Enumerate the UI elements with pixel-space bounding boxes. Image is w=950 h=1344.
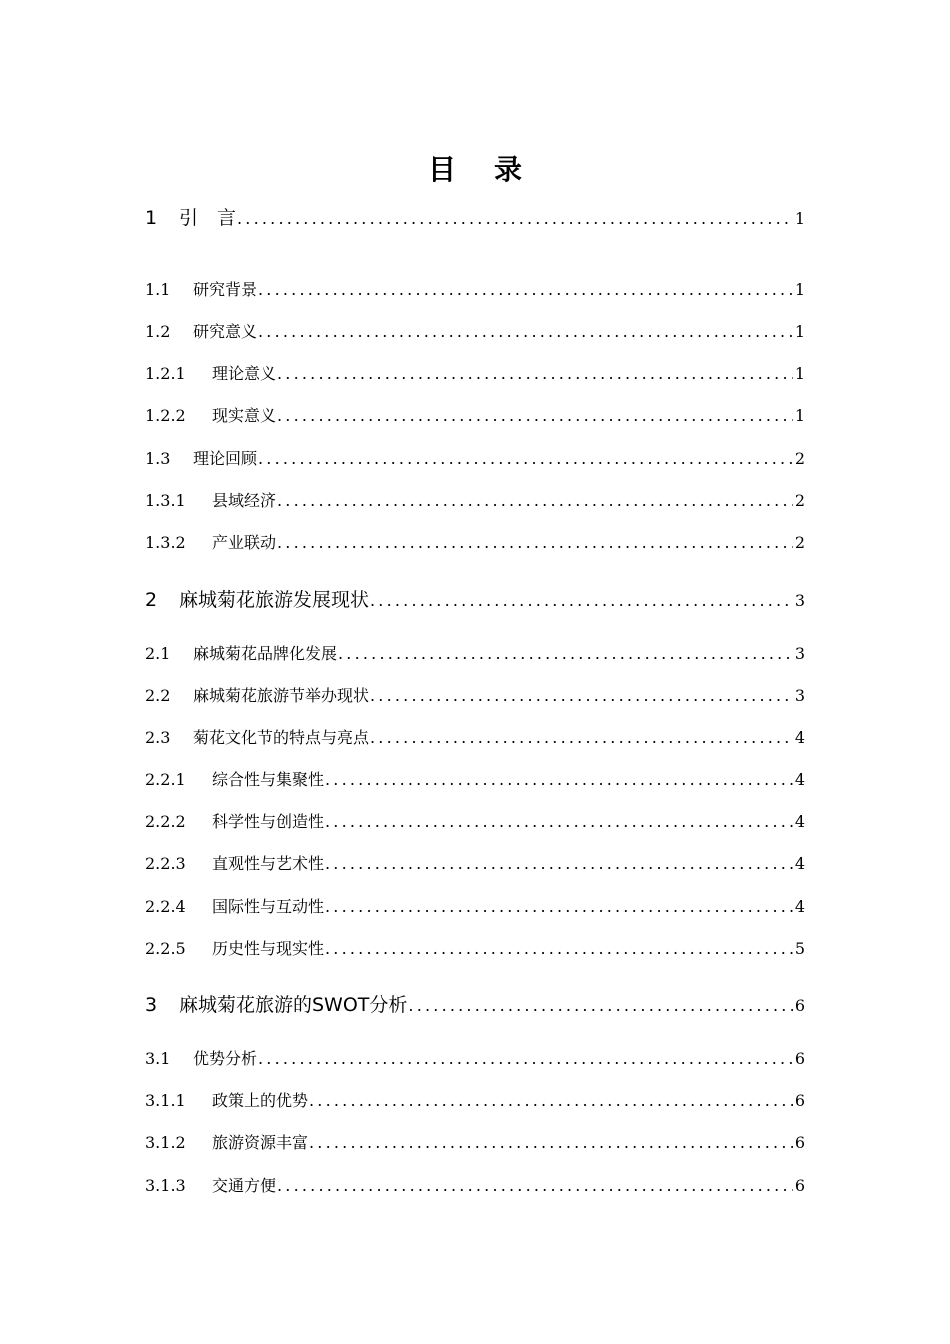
toc-entry-page-number: 3 bbox=[794, 591, 805, 610]
toc-entry-number: 2.2.2 bbox=[145, 812, 186, 831]
toc-entry-title: 理论回顾 bbox=[193, 449, 258, 468]
toc-entry-title: 产业联动 bbox=[212, 533, 277, 552]
toc-entry-page-number: 2 bbox=[794, 449, 805, 468]
toc-entry-page-number: 4 bbox=[794, 728, 805, 747]
toc-entry-number: 3.1 bbox=[145, 1049, 171, 1068]
toc-dot-leader bbox=[309, 1132, 793, 1154]
toc-entry-title: 优势分析 bbox=[193, 1049, 258, 1068]
toc-entry[interactable] bbox=[145, 206, 805, 231]
toc-dot-leader bbox=[258, 321, 793, 343]
toc-entry[interactable] bbox=[145, 727, 805, 749]
toc-entry[interactable] bbox=[145, 448, 805, 470]
toc-dot-leader bbox=[277, 1175, 793, 1197]
toc-entry[interactable] bbox=[145, 1048, 805, 1070]
toc-entry-page-number: 6 bbox=[794, 996, 805, 1015]
toc-dot-leader bbox=[325, 811, 793, 833]
toc-entry-page-number: 2 bbox=[794, 533, 805, 552]
toc-entry-page-number: 4 bbox=[794, 897, 805, 916]
toc-entry-page-number: 4 bbox=[794, 770, 805, 789]
toc-entry[interactable] bbox=[145, 685, 805, 707]
toc-entry[interactable] bbox=[145, 896, 805, 918]
toc-entry[interactable] bbox=[145, 853, 805, 875]
toc-dot-leader bbox=[258, 1048, 793, 1070]
toc-entry-title: 历史性与现实性 bbox=[212, 939, 325, 958]
toc-entry-title: 麻城菊花旅游发展现状 bbox=[179, 589, 370, 611]
toc-dot-leader bbox=[258, 448, 793, 470]
toc-entry-number: 2.2.4 bbox=[145, 897, 186, 916]
toc-entry-page-number: 2 bbox=[794, 491, 805, 510]
toc-entry-number: 1.2 bbox=[145, 322, 171, 341]
toc-entry-page-number: 6 bbox=[794, 1176, 805, 1195]
toc-entry-number: 2.2.1 bbox=[145, 770, 186, 789]
toc-entry-title: 国际性与互动性 bbox=[212, 897, 325, 916]
toc-entry-title: 麻城菊花旅游的SWOT分析 bbox=[179, 994, 408, 1016]
toc-entry-page-number: 1 bbox=[794, 406, 805, 425]
toc-dot-leader bbox=[370, 589, 793, 613]
toc-entry-number: 2.2.3 bbox=[145, 854, 186, 873]
toc-entry-number: 2.1 bbox=[145, 644, 171, 663]
toc-entry-page-number: 1 bbox=[794, 364, 805, 383]
toc-dot-leader bbox=[325, 938, 793, 960]
toc-entry-page-number: 4 bbox=[794, 812, 805, 831]
toc-entry-page-number: 6 bbox=[794, 1133, 805, 1152]
toc-entry-number: 1.3.1 bbox=[145, 491, 186, 510]
toc-dot-leader bbox=[309, 1090, 793, 1112]
toc-title-char-2: 录 bbox=[494, 153, 523, 186]
toc-entry-page-number: 1 bbox=[794, 209, 805, 228]
toc-dot-leader bbox=[277, 405, 793, 427]
toc-entry[interactable] bbox=[145, 532, 805, 554]
toc-entry[interactable] bbox=[145, 1132, 805, 1154]
toc-dot-leader bbox=[325, 769, 793, 791]
toc-entry-page-number: 3 bbox=[794, 686, 805, 705]
toc-entry-number: 3.1.3 bbox=[145, 1176, 186, 1195]
toc-entry[interactable] bbox=[145, 938, 805, 960]
toc-entry-number: 2 bbox=[145, 589, 158, 611]
toc-entry-number: 3 bbox=[145, 994, 158, 1016]
toc-entry-title: 菊花文化节的特点与亮点 bbox=[193, 728, 370, 747]
toc-entry-title: 研究背景 bbox=[193, 280, 258, 299]
toc-entry[interactable] bbox=[145, 1175, 805, 1197]
toc-entry[interactable] bbox=[145, 588, 805, 613]
toc-entry-title: 交通方便 bbox=[212, 1176, 277, 1195]
toc-entry[interactable] bbox=[145, 993, 805, 1018]
toc-entry-page-number: 3 bbox=[794, 644, 805, 663]
toc-entry-number: 3.1.1 bbox=[145, 1091, 186, 1110]
toc-dot-leader bbox=[325, 896, 793, 918]
toc-entry-number: 3.1.2 bbox=[145, 1133, 186, 1152]
toc-entry[interactable] bbox=[145, 490, 805, 512]
toc-entry-title: 理论意义 bbox=[212, 364, 277, 383]
toc-entry[interactable] bbox=[145, 363, 805, 385]
toc-entry[interactable] bbox=[145, 643, 805, 665]
toc-entry-number: 2.2.5 bbox=[145, 939, 186, 958]
toc-title-char-1: 目 bbox=[427, 153, 456, 186]
toc-entry-page-number: 6 bbox=[794, 1049, 805, 1068]
toc-dot-leader bbox=[277, 490, 793, 512]
toc-dot-leader bbox=[237, 207, 793, 231]
toc-entry[interactable] bbox=[145, 321, 805, 343]
toc-entry[interactable] bbox=[145, 279, 805, 301]
toc-entry-number: 1.1 bbox=[145, 280, 171, 299]
toc-entry-page-number: 5 bbox=[794, 939, 805, 958]
toc-entry-title: 麻城菊花旅游节举办现状 bbox=[193, 686, 370, 705]
toc-entry-title: 政策上的优势 bbox=[212, 1091, 309, 1110]
toc-dot-leader bbox=[408, 994, 792, 1018]
toc-dot-leader bbox=[338, 643, 793, 665]
toc-entry[interactable] bbox=[145, 811, 805, 833]
toc-entry-number: 1.2.2 bbox=[145, 406, 186, 425]
toc-dot-leader bbox=[277, 532, 793, 554]
toc-dot-leader bbox=[277, 363, 793, 385]
toc-entry-number: 1.2.1 bbox=[145, 364, 186, 383]
toc-entry[interactable] bbox=[145, 769, 805, 791]
toc-entry-page-number: 1 bbox=[794, 322, 805, 341]
toc-entry-number: 1.3 bbox=[145, 449, 171, 468]
toc-entry-title: 现实意义 bbox=[212, 406, 277, 425]
toc-entry-page-number: 1 bbox=[794, 280, 805, 299]
toc-dot-leader bbox=[370, 727, 793, 749]
toc-title bbox=[0, 148, 950, 192]
toc-entry-title: 直观性与艺术性 bbox=[212, 854, 325, 873]
toc-entry-page-number: 6 bbox=[794, 1091, 805, 1110]
toc-entry-title: 麻城菊花品牌化发展 bbox=[193, 644, 338, 663]
toc-entry-title: 引 言 bbox=[179, 207, 237, 229]
toc-entry-page-number: 4 bbox=[794, 854, 805, 873]
toc-entry-title: 县域经济 bbox=[212, 491, 277, 510]
toc-entry-title: 综合性与集聚性 bbox=[212, 770, 325, 789]
toc-entry-number: 2.2 bbox=[145, 686, 171, 705]
toc-entry[interactable] bbox=[145, 1090, 805, 1112]
toc-entry-title: 研究意义 bbox=[193, 322, 258, 341]
toc-dot-leader bbox=[370, 685, 793, 707]
toc-entry-title: 旅游资源丰富 bbox=[212, 1133, 309, 1152]
toc-entry-number: 1 bbox=[145, 207, 158, 229]
toc-dot-leader bbox=[258, 279, 793, 301]
toc-entry-number: 1.3.2 bbox=[145, 533, 186, 552]
toc-dot-leader bbox=[325, 853, 793, 875]
toc-entry-title: 科学性与创造性 bbox=[212, 812, 325, 831]
toc-entry-number: 2.3 bbox=[145, 728, 171, 747]
toc-entry[interactable] bbox=[145, 405, 805, 427]
